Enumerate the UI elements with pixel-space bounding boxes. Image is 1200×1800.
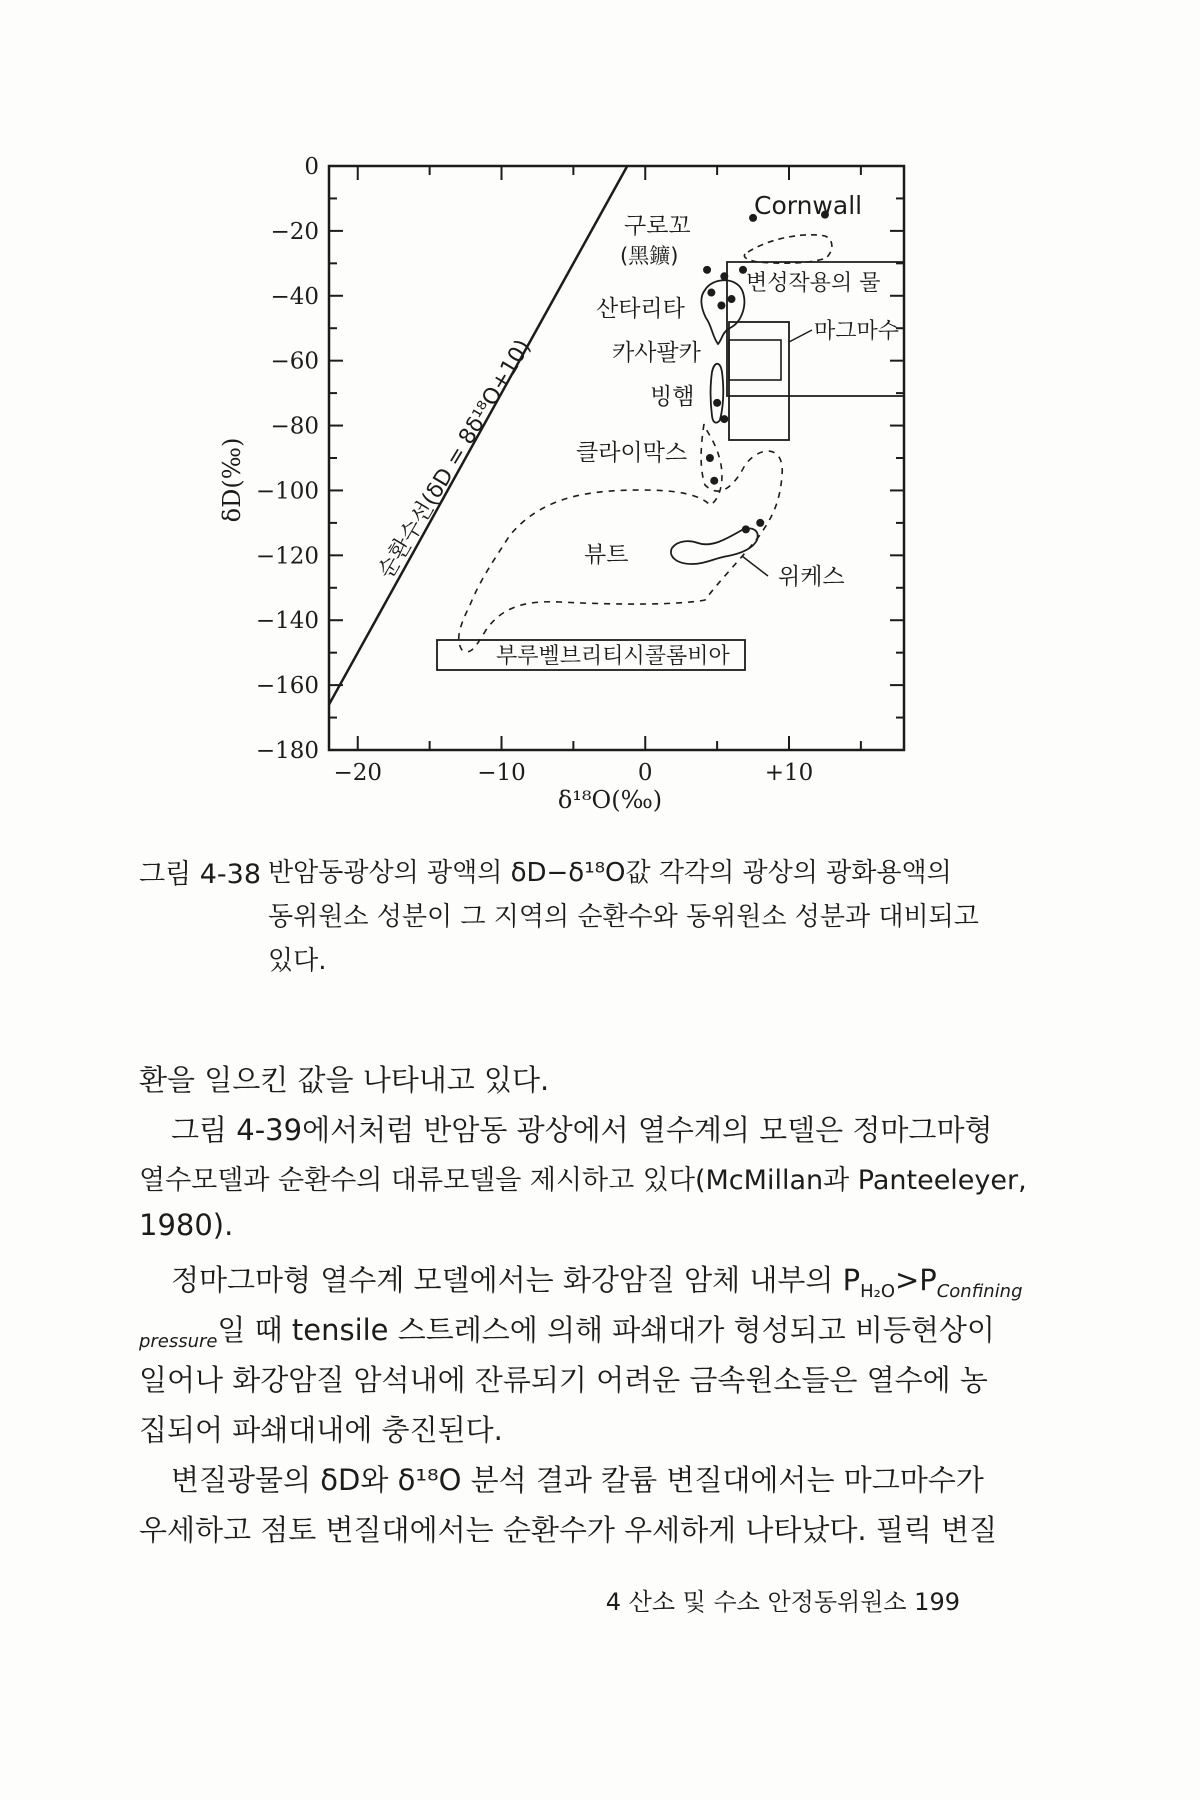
meteoric-line-label: 순환수선(δD = 8δ¹⁸O+10)	[373, 335, 537, 584]
y-tick-label: −140	[255, 608, 319, 635]
label-wickes: 위케스	[778, 564, 845, 590]
label-british-columbia: 부루벨브리티시콜롬비아	[496, 644, 730, 669]
x-tick-label: 0	[637, 760, 653, 786]
x-tick-label: +10	[764, 760, 814, 786]
body-line-8: 집되어 파쇄대내에 충진된다.	[139, 1413, 503, 1447]
data-point	[717, 302, 725, 310]
data-point	[703, 266, 711, 274]
body-line-5-sub-h2o: H₂O	[860, 1280, 895, 1302]
x-tick-label: −20	[333, 760, 383, 786]
label-bingham: 빙햄	[650, 384, 695, 410]
figure-caption-line-3: 있다.	[268, 946, 327, 976]
label-metamorphic-water: 변성작용의 물	[746, 271, 881, 296]
isotope-chart	[0, 0, 1200, 830]
label-magmatic-water: 마그마수	[814, 319, 900, 344]
body-line-5-mid: >P	[894, 1263, 937, 1297]
figure-caption-line-2: 동위원소 성분이 그 지역의 순환수와 동위원소 성분과 대비되고	[268, 902, 979, 932]
data-point	[720, 415, 728, 423]
magmatic-water-inner-box	[729, 340, 781, 380]
x-tick-label: −10	[477, 760, 526, 786]
wickes-leader	[742, 556, 768, 576]
y-tick-labels	[256, 154, 319, 764]
data-point	[707, 289, 715, 297]
figure-caption-line-1: 반암동광상의 광액의 δD−δ¹⁸O값 각각의 광상의 광화용액의	[268, 858, 952, 888]
y-tick-label: −120	[255, 543, 319, 570]
body-line-6-text: 일 때 tensile 스트레스에 의해 파쇄대가 형성되고 비등현상이	[217, 1313, 995, 1347]
page-footer: 4 산소 및 수소 안정동위원소 199	[605, 1588, 960, 1616]
y-tick-label: −100	[255, 478, 319, 505]
label-kuroko-hanja: (黑鑛)	[620, 244, 679, 268]
y-tick-label: −80	[270, 413, 319, 440]
data-point	[756, 519, 764, 527]
cornwall-field	[744, 235, 832, 263]
label-kuroko: 구로꼬	[624, 213, 691, 239]
data-point	[710, 477, 718, 485]
body-line-4: 1980).	[139, 1208, 234, 1242]
santa-rita-field	[701, 280, 744, 344]
y-tick-label: 0	[304, 154, 319, 180]
label-santa-rita: 산타리타	[596, 296, 685, 322]
magmatic-water-leader	[789, 330, 812, 342]
label-climax: 클라이막스	[576, 440, 688, 466]
body-line-7: 일어나 화강암질 암석내에 잔류되기 어려운 금속원소들은 열수에 농	[139, 1363, 988, 1397]
data-point	[720, 272, 728, 280]
y-tick-label: −20	[270, 218, 319, 245]
y-tick-label: −180	[255, 738, 319, 764]
body-line-2: 그림 4-39에서처럼 반암동 광상에서 열수계의 모델은 정마그마형	[171, 1113, 993, 1147]
body-line-9: 변질광물의 δD와 δ¹⁸O 분석 결과 칼륨 변질대에서는 마그마수가	[171, 1463, 984, 1497]
data-point	[713, 399, 721, 407]
x-tick-labels	[333, 760, 813, 786]
data-point	[728, 295, 736, 303]
body-line-1: 환을 일으킨 값을 나타내고 있다.	[139, 1063, 550, 1097]
body-line-5-text: 정마그마형 열수계 모델에서는 화강암질 암체 내부의 P	[171, 1263, 861, 1297]
body-line-10: 우세하고 점토 변질대에서는 순환수가 우세하게 나타났다. 필릭 변질	[139, 1513, 998, 1547]
x-axis-label: δ¹⁸O(‰)	[557, 786, 663, 814]
body-line-6-sub-pressure: pressure	[139, 1330, 218, 1352]
body-line-6	[139, 1308, 995, 1352]
data-point	[742, 525, 750, 533]
label-casapalca: 카사팔카	[612, 340, 701, 366]
bingham-field	[711, 364, 724, 423]
data-point	[706, 454, 714, 462]
label-cornwall: Cornwall	[754, 191, 863, 220]
y-tick-label: −60	[270, 348, 319, 375]
body-line-3: 열수모델과 순환수의 대류모델을 제시하고 있다(McMillan과 Panteeleyer,	[139, 1165, 1027, 1196]
figure-caption-label: 그림 4-38	[139, 859, 262, 890]
y-tick-label: −160	[255, 673, 319, 700]
body-line-5	[171, 1258, 1022, 1302]
y-axis-label: δD(‰)	[218, 437, 246, 523]
label-butte: 뷰트	[584, 542, 629, 568]
body-line-5-sub-confining: Confining	[936, 1280, 1023, 1302]
y-tick-label: −40	[270, 283, 319, 310]
